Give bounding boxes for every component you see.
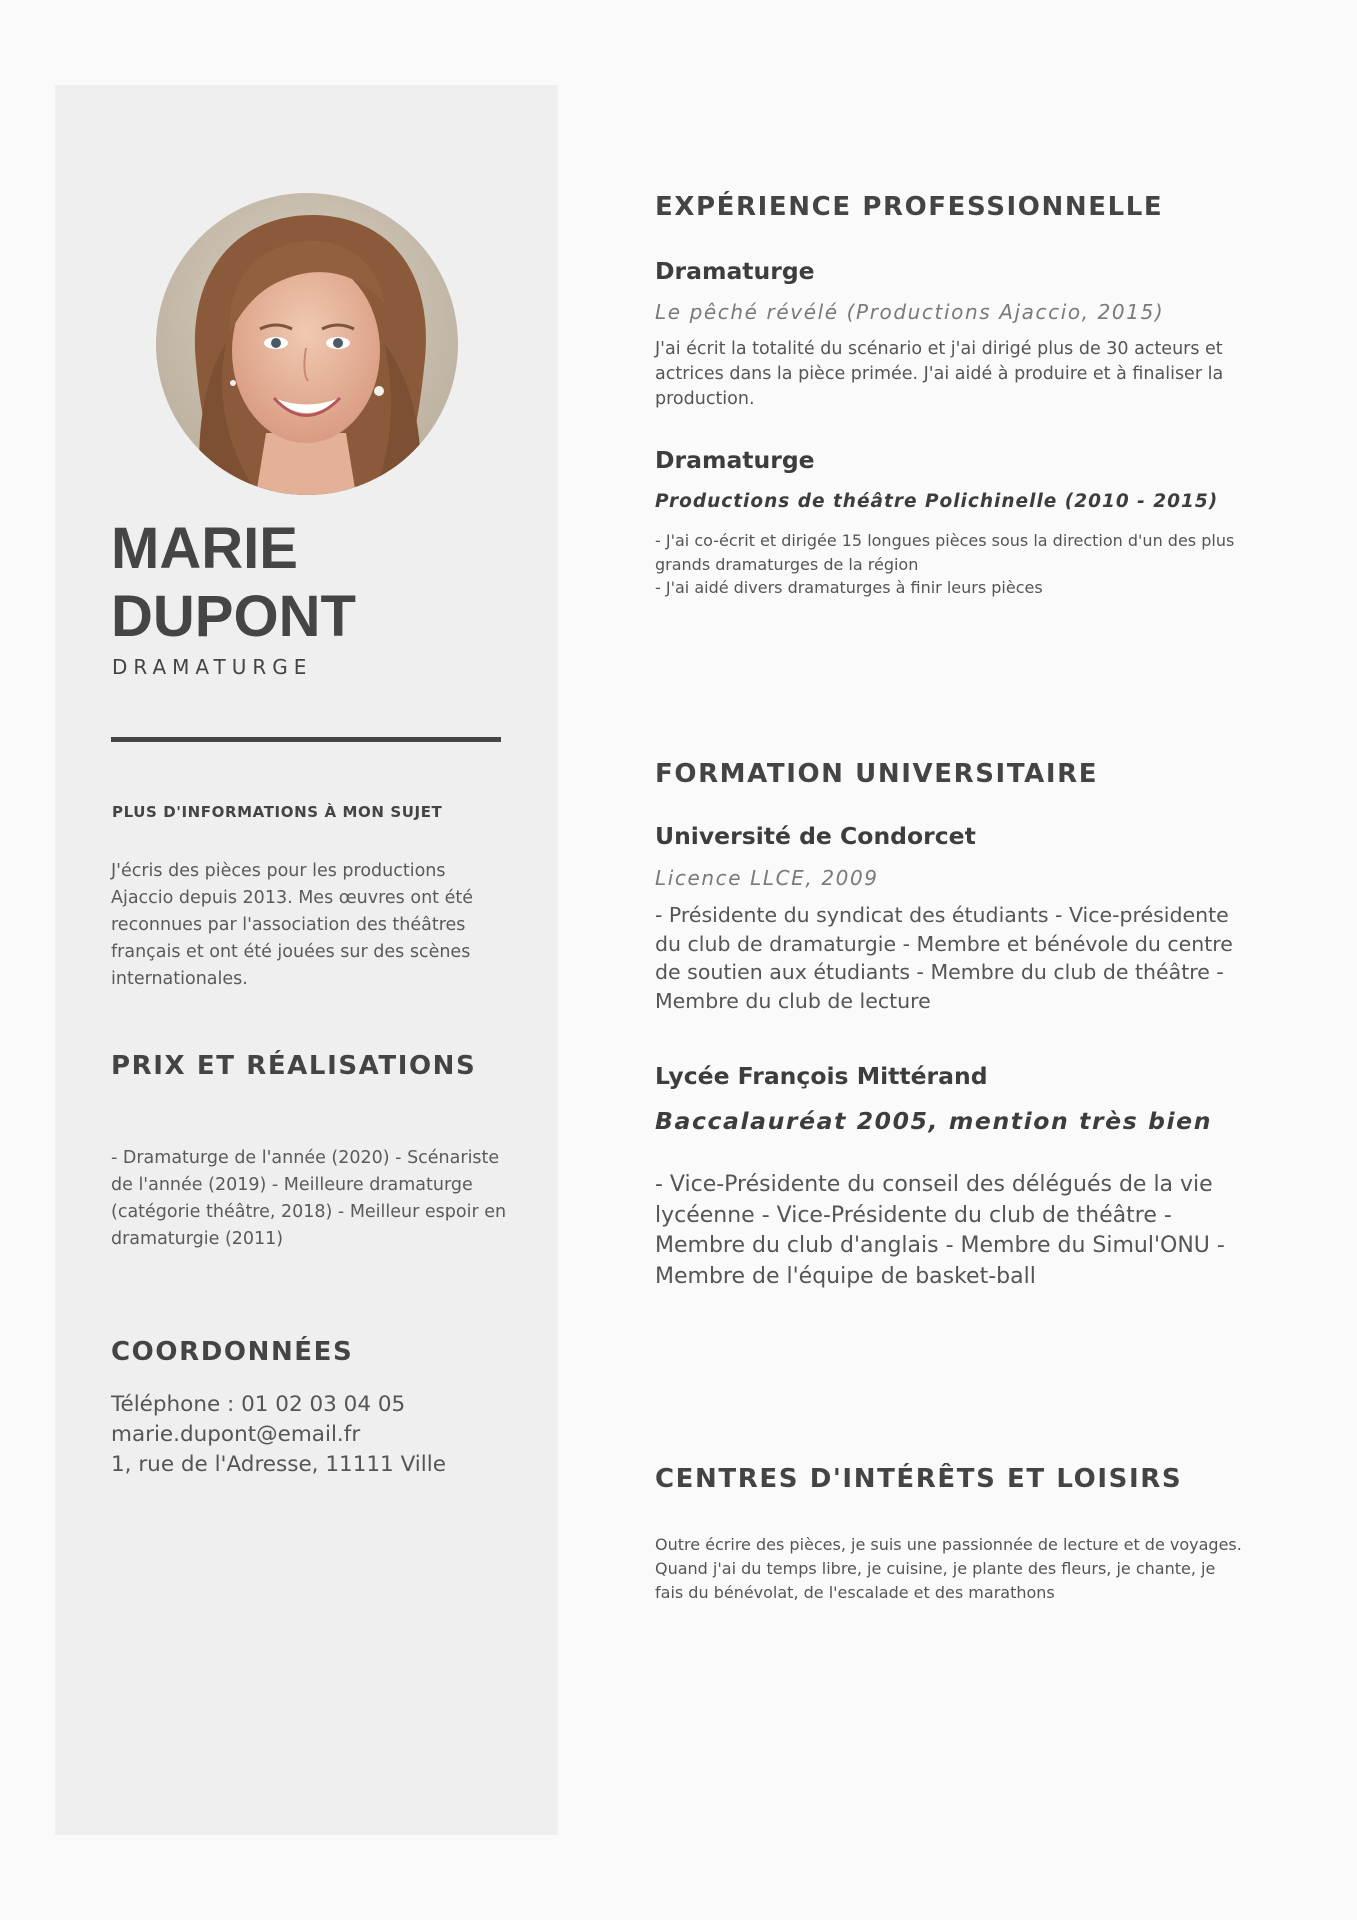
awards-text: - Dramaturge de l'année (2020) - Scénariste de l'année (2019) - Meilleure dramaturge (catégorie théâtre, 2018) - Meilleur espoir en dramaturgie (2011) [111,1148,507,1249]
last-name: DUPONT [111,584,356,649]
job-subtitle: Productions de théâtre Polichinelle (2010 - 2015) [655,491,1219,512]
school-description: - Présidente du syndicat des étudiants - Vice-présidente du club de dramaturgie - Membre et bénévole du centre de soutien aux étudiants - Membre du club de théâtre - Membre du club de lecture [655,903,1233,1013]
interests-text: Outre écrire des pièces, je suis une passionnée de lecture et de voyages. Quand j'ai du temps libre, je cuisine, je plante des fleurs, je chante, je fais du bénévolat, de l'escalade et des marathons [655,1535,1242,1602]
job-role: DRAMATURGE [112,655,313,679]
contact-details [111,1390,446,1480]
contact-phone: Téléphone : 01 02 03 04 05 [111,1392,406,1417]
job-description-line: - J'ai aidé divers dramaturges à finir leurs pièces [655,578,1043,597]
candidate-name [111,515,356,651]
contact-address: 1, rue de l'Adresse, 11111 Ville [111,1452,446,1477]
school-degree: Licence LLCE, 2009 [655,866,879,890]
school-name: Université de Condorcet [655,822,976,850]
divider [111,737,501,742]
first-name: MARIE [111,516,298,581]
about-text: J'écris des pièces pour les productions Ajaccio depuis 2013. Mes œuvres ont été reconnues par l'association des théâtres français et ont été jouées sur des scènes internationales. [111,861,473,989]
job-description-line: - J'ai co-écrit et dirigée 15 longues pièces sous la direction d'un des plus grands dramaturges de la région [655,531,1235,574]
job-title: Dramaturge [655,257,815,285]
job-description [655,529,1245,600]
school-description: - Vice-Présidente du conseil des délégués de la vie lycéenne - Vice-Présidente du club de théâtre - Membre du club d'anglais - Membre du Simul'ONU - Membre de l'équipe de basket-ball [655,1172,1225,1289]
school-name: Lycée François Mittérand [655,1062,988,1090]
profile-photo [156,193,458,495]
experience-heading: EXPÉRIENCE PROFESSIONNELLE [655,192,1164,222]
job-title: Dramaturge [655,446,815,474]
contact-heading: COORDONNÉES [111,1337,354,1367]
contact-email: marie.dupont@email.fr [111,1422,361,1447]
job-subtitle: Le pêché révélé (Productions Ajaccio, 2015) [655,300,1165,324]
school-degree: Baccalauréat 2005, mention très bien [655,1107,1213,1135]
education-heading: FORMATION UNIVERSITAIRE [655,759,1099,789]
portrait-illustration [156,193,458,495]
interests-heading: CENTRES D'INTÉRÊTS ET LOISIRS [655,1464,1183,1494]
awards-heading: PRIX ET RÉALISATIONS [111,1051,477,1081]
about-heading: PLUS D'INFORMATIONS À MON SUJET [112,803,443,821]
job-description: J'ai écrit la totalité du scénario et j'ai dirigé plus de 30 acteurs et actrices dans la pièce primée. J'ai aidé à produire et à finaliser la production. [655,339,1224,409]
